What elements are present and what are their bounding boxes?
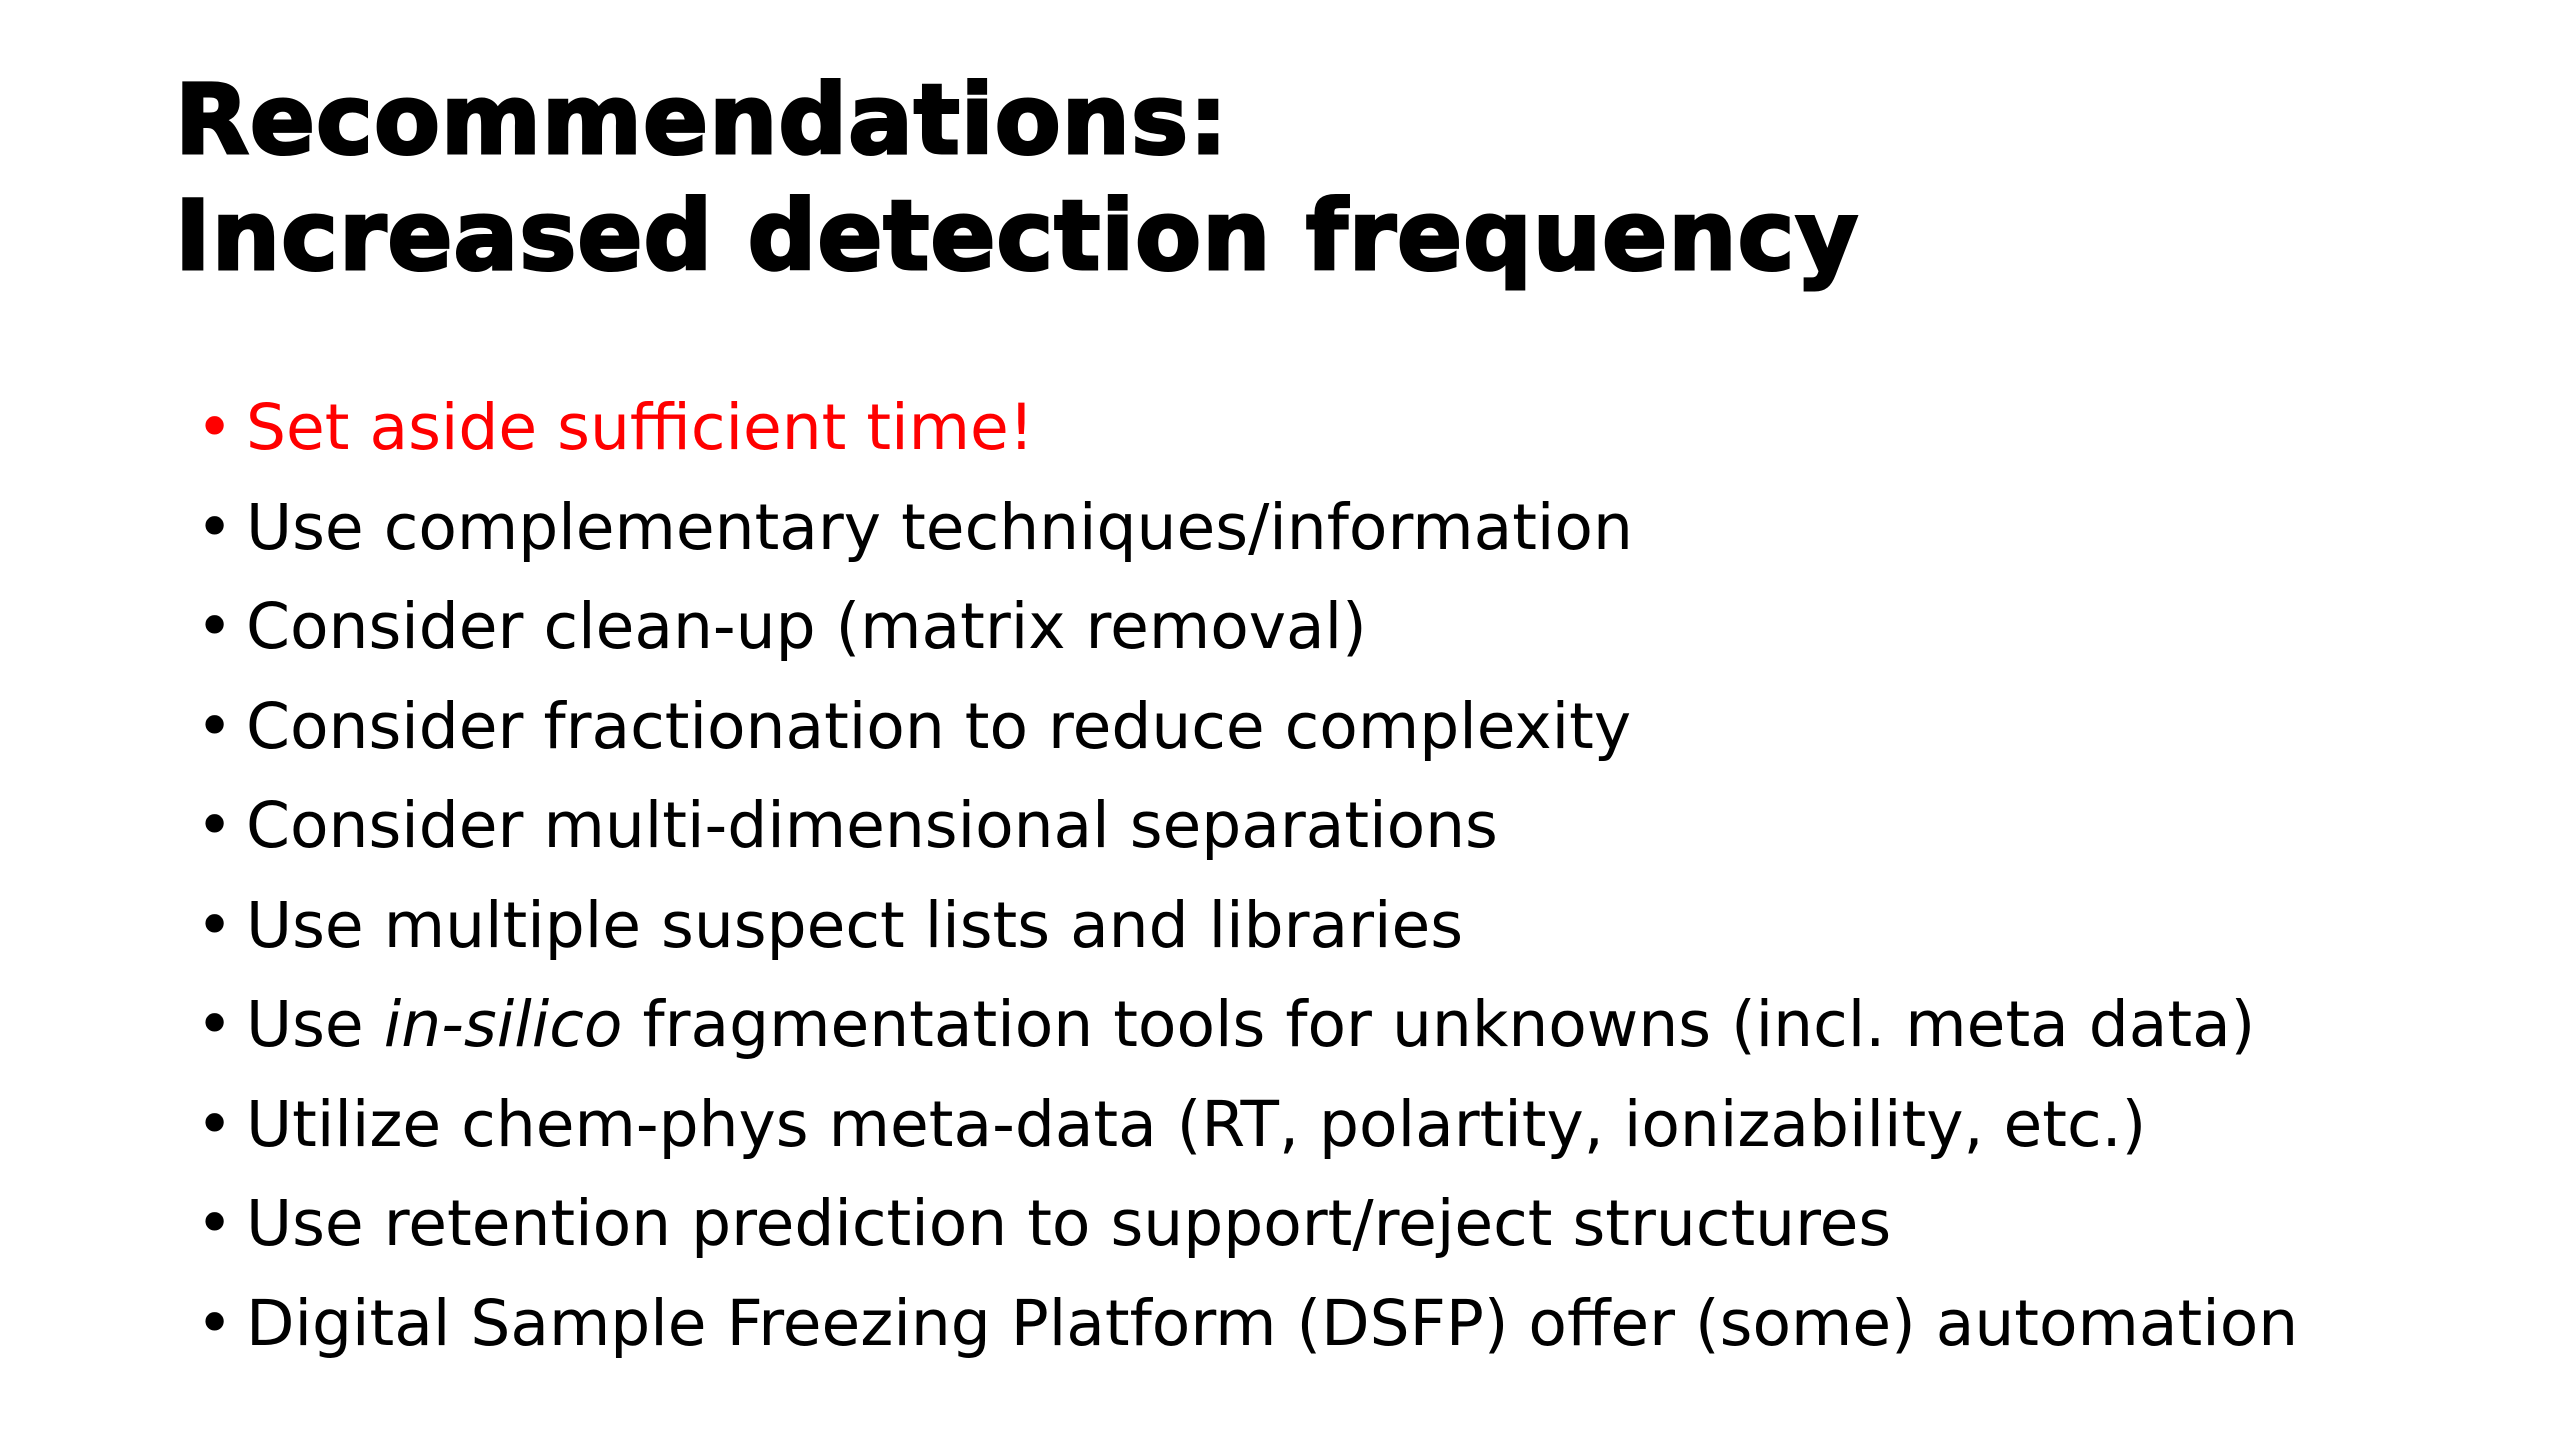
- bullet-dot-icon: •: [196, 689, 234, 763]
- bullet-dot-icon: •: [196, 490, 234, 564]
- bullet-text: Use multiple suspect lists and libraries: [246, 888, 1464, 962]
- bullet-item-in-silico: [196, 975, 2496, 1075]
- bullet-item-multi-dimensional: [196, 776, 2496, 876]
- bullet-dot-icon: •: [196, 391, 234, 464]
- bullet-item-retention-prediction: [196, 1174, 2496, 1274]
- bullet-item-clean-up: [196, 577, 2496, 677]
- bullet-dot-icon: •: [196, 590, 234, 663]
- bullet-text-suffix: fragmentation tools for unknowns (incl. meta data): [622, 988, 2256, 1061]
- bullet-item-suspect-lists: [196, 876, 2496, 976]
- bullet-text-italic: in-silico: [383, 988, 623, 1061]
- bullet-dot-icon: •: [196, 1187, 234, 1260]
- bullet-text: Consider fractionation to reduce complexity: [246, 689, 1632, 763]
- bullet-text: Consider clean-up (matrix removal): [246, 590, 1367, 663]
- bullet-item-set-aside-time: [196, 378, 2496, 478]
- bullet-item-dsfp: [196, 1274, 2496, 1374]
- title-line-1: Recommendations:: [175, 64, 1229, 176]
- bullet-text: Digital Sample Freezing Platform (DSFP) offer (some) automation: [246, 1286, 2299, 1360]
- bullet-text: Use complementary techniques/information: [246, 490, 1633, 564]
- bullet-text: Utilize chem-phys meta-data (RT, polartity, ionizability, etc.): [246, 1087, 2147, 1161]
- bullet-list: [196, 378, 2496, 1373]
- bullet-text: Use retention prediction to support/reject structures: [246, 1187, 1892, 1260]
- bullet-item-fractionation: [196, 677, 2496, 777]
- bullet-dot-icon: •: [196, 1286, 234, 1360]
- bullet-dot-icon: •: [196, 1087, 234, 1161]
- bullet-dot-icon: •: [196, 988, 234, 1061]
- bullet-dot-icon: •: [196, 789, 234, 862]
- title-line-2: Increased detection frequency: [175, 180, 1860, 292]
- bullet-item-chem-phys: [196, 1075, 2496, 1175]
- bullet-text: Set aside sufficient time!: [246, 391, 1034, 464]
- bullet-text-prefix: Use: [246, 988, 384, 1061]
- bullet-text: Consider multi-dimensional separations: [246, 789, 1498, 862]
- bullet-dot-icon: •: [196, 888, 234, 962]
- bullet-item-complementary-techniques: [196, 478, 2496, 578]
- slide-title: [175, 62, 2475, 294]
